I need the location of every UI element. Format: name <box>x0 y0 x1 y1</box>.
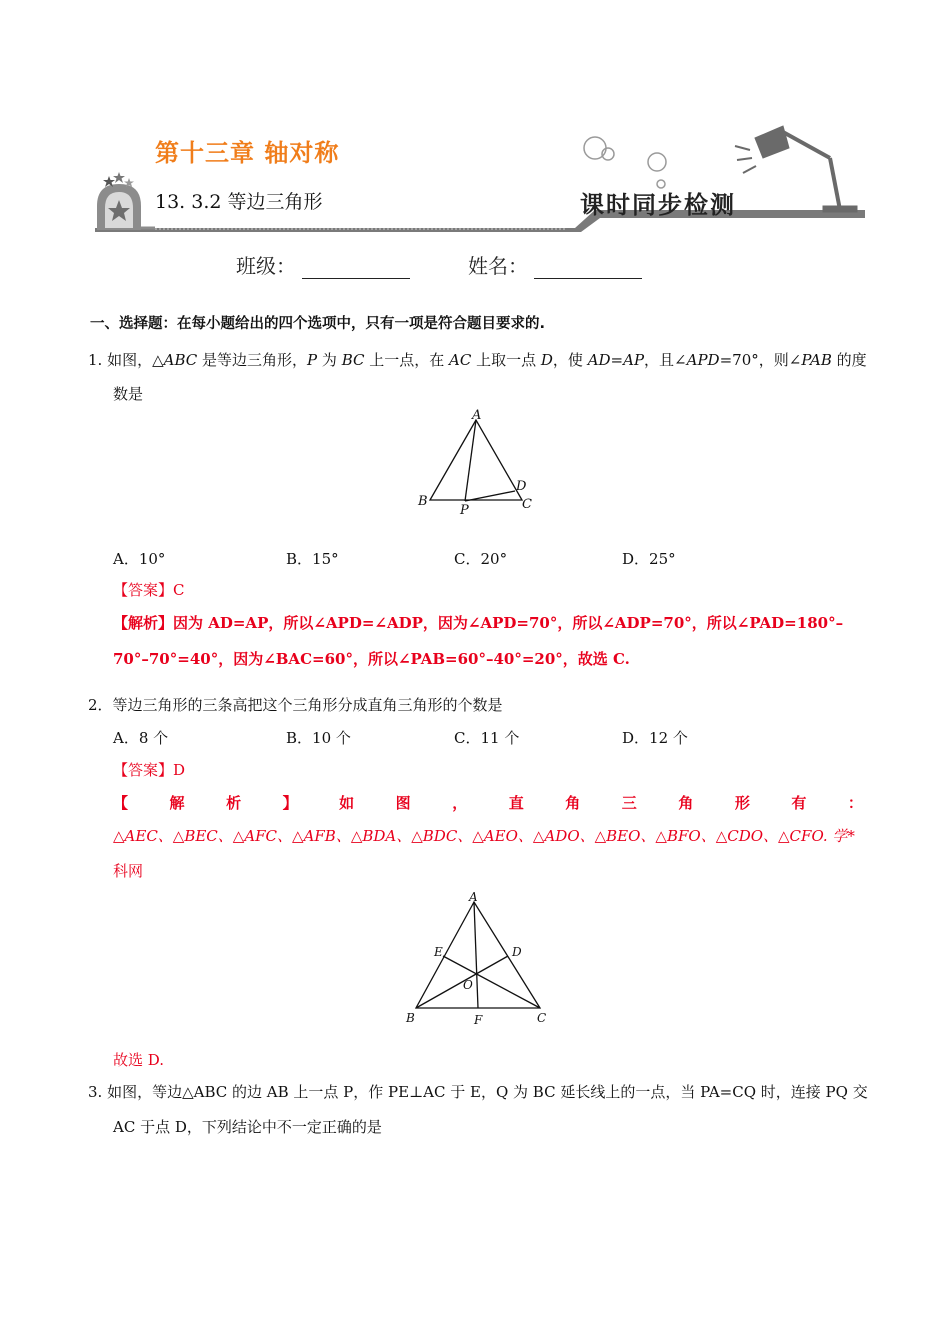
q2-analysis-line3: 科网 <box>113 862 144 880</box>
section-title: 13. 3.2 等边三角形 <box>155 191 323 213</box>
q1-answer: 【答案】C <box>113 581 185 599</box>
class-label: 班级： <box>236 254 296 278</box>
q2-option-d[interactable]: D．12 个 <box>622 729 688 747</box>
decor-circles-icon <box>584 137 666 188</box>
q2-figure <box>400 888 560 1030</box>
chapter-title: 第十三章 轴对称 <box>155 139 340 167</box>
q1-figure <box>410 408 540 518</box>
q1-analysis-line2: 70°–70°=40°，因为∠BAC=60°，所以∠PAB=60°–40°=20°，故选 C. <box>113 650 630 668</box>
name-blank[interactable] <box>534 258 642 279</box>
q1-option-d[interactable]: D．25° <box>622 550 676 568</box>
name-label: 姓名： <box>468 254 528 278</box>
q1-label-C: C <box>522 497 532 512</box>
q1-option-c[interactable]: C．20° <box>454 550 508 568</box>
name-field <box>468 250 642 279</box>
q2-label-A: A <box>469 890 478 904</box>
q1-label-D: D <box>516 479 527 494</box>
q1-stem-line1: 1. 如图，△ABC 是等边三角形，P 为 BC 上一点，在 AC 上取一点 D，使 AD=AP，且∠APD=70°，则∠PAB 的度 <box>88 351 867 369</box>
q2-label-B: B <box>406 1011 415 1025</box>
q3-stem-line2: AC 于点 D，下列结论中不一定正确的是 <box>113 1118 382 1136</box>
q2-label-D: D <box>512 945 522 959</box>
q1-option-b[interactable]: B．15° <box>286 550 339 568</box>
q3-stem-line1: 3. 如图，等边△ABC 的边 AB 上一点 P，作 PE⊥AC 于 E，Q 为 BC 延长线上的一点，当 PA=CQ 时，连接 PQ 交 <box>88 1083 868 1101</box>
tagline: 课时同步检测 <box>580 190 736 219</box>
desk-lamp-icon <box>735 126 857 212</box>
q2-analysis-line2: △AEC、△BEC、△AFC、△AFB、△BDA、△BDC、△AEO、△ADO、△BEO、△BFO、△CDO、△CFO. 学* <box>113 827 855 845</box>
class-field <box>236 250 410 279</box>
q2-option-a[interactable]: A．8 个 <box>113 729 169 747</box>
q2-stem: 2．等边三角形的三条高把这个三角形分成直角三角形的个数是 <box>88 696 503 714</box>
class-blank[interactable] <box>302 258 410 279</box>
q2-label-O: O <box>463 978 473 992</box>
q1-option-a[interactable]: A．10° <box>113 550 166 568</box>
star-badge-icon <box>97 172 155 230</box>
q1-analysis-line1: 【解析】因为 AD=AP，所以∠APD=∠ADP，因为∠APD=70°，所以∠ADP=70°，所以∠PAD=180°– <box>113 614 844 632</box>
q2-label-E: E <box>434 945 443 959</box>
q1-label-A: A <box>472 408 482 423</box>
section-heading: 一、选择题：在每小题给出的四个选项中，只有一项是符合题目要求的. <box>90 316 546 332</box>
q2-option-b[interactable]: B．10 个 <box>286 729 351 747</box>
q1-label-P: P <box>460 503 469 518</box>
q2-answer: 【答案】D <box>113 761 186 779</box>
q1-stem-line2: 数是 <box>113 385 144 403</box>
q2-label-F: F <box>474 1013 483 1027</box>
q1-label-B: B <box>418 494 428 509</box>
q2-analysis-line1: 【 解 析 】 如 图 ， 直 角 三 角 形 有 ： <box>113 794 863 812</box>
q2-option-c[interactable]: C．11 个 <box>454 729 520 747</box>
q2-label-C: C <box>537 1011 547 1025</box>
q2-conclusion: 故选 D. <box>113 1051 165 1069</box>
